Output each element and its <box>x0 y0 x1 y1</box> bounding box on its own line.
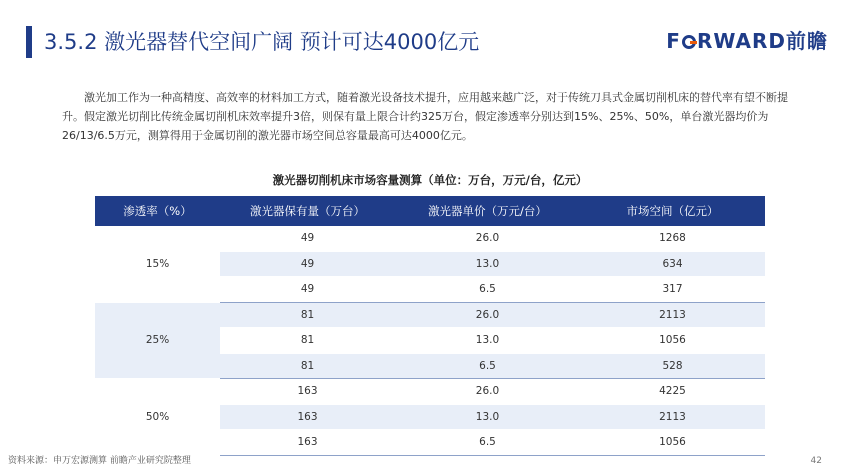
penetration-rate-cell: 50% <box>95 379 220 456</box>
unit-price-cell: 26.0 <box>395 302 580 328</box>
table-row <box>95 379 765 405</box>
laser-stock-cell: 163 <box>220 430 395 456</box>
penetration-rate-cell: 25% <box>95 302 220 379</box>
unit-price-cell: 13.0 <box>395 328 580 354</box>
table-header-row <box>95 196 765 226</box>
market-space-cell: 1056 <box>580 430 765 456</box>
header-market-space: 市场空间（亿元） <box>580 196 765 226</box>
market-space-cell: 2113 <box>580 404 765 430</box>
title-accent-bar <box>26 26 32 58</box>
market-space-cell: 1268 <box>580 226 765 251</box>
header-laser-unit-price: 激光器单价（万元/台） <box>395 196 580 226</box>
laser-stock-cell: 49 <box>220 277 395 303</box>
laser-stock-cell: 49 <box>220 251 395 277</box>
penetration-rate-cell: 15% <box>95 226 220 302</box>
laser-stock-cell: 163 <box>220 404 395 430</box>
page-number: 42 <box>810 456 822 466</box>
laser-stock-cell: 81 <box>220 353 395 379</box>
unit-price-cell: 13.0 <box>395 251 580 277</box>
market-space-cell: 317 <box>580 277 765 303</box>
header-penetration-rate: 渗透率（%） <box>95 196 220 226</box>
logo-text: RWARD <box>696 29 786 53</box>
header-laser-stock: 激光器保有量（万台） <box>220 196 395 226</box>
market-space-cell: 528 <box>580 353 765 379</box>
unit-price-cell: 6.5 <box>395 277 580 303</box>
unit-price-cell: 26.0 <box>395 379 580 405</box>
unit-price-cell: 6.5 <box>395 353 580 379</box>
logo-letter-f: F <box>666 29 681 53</box>
market-capacity-table <box>95 196 765 456</box>
logo-chinese: 前瞻 <box>786 29 828 53</box>
forward-logo <box>666 26 828 56</box>
unit-price-cell: 26.0 <box>395 226 580 251</box>
logo-o-icon <box>682 35 696 49</box>
market-space-cell: 1056 <box>580 328 765 354</box>
source-note: 资料来源：申万宏源测算 前瞻产业研究院整理 <box>8 456 191 466</box>
laser-stock-cell: 81 <box>220 328 395 354</box>
intro-paragraph: 激光加工作为一种高精度、高效率的材料加工方式，随着激光设备技术提升，应用越来越广泛，对于传统刀具式金属切削机床的替代率有望不断提升。假定激光切削比传统金属切削机床效率提升3倍，则保有量上限合计约325万台，假定渗透率分别达到15%、25%、50%，单台激光器均价为26/13/6.5万元，测算得用于金属切削的激光器市场空间总容量最高可达4000亿元。 <box>62 91 788 142</box>
page-title: 3.5.2 激光器替代空间广阔 预计可达4000亿元 <box>44 30 480 54</box>
market-space-cell: 4225 <box>580 379 765 405</box>
laser-stock-cell: 49 <box>220 226 395 251</box>
unit-price-cell: 13.0 <box>395 404 580 430</box>
market-space-cell: 634 <box>580 251 765 277</box>
laser-stock-cell: 81 <box>220 302 395 328</box>
table-row <box>95 226 765 251</box>
laser-stock-cell: 163 <box>220 379 395 405</box>
table-row <box>95 302 765 328</box>
table-title: 激光器切削机床市场容量测算（单位：万台，万元/台，亿元） <box>272 173 588 187</box>
unit-price-cell: 6.5 <box>395 430 580 456</box>
market-space-cell: 2113 <box>580 302 765 328</box>
